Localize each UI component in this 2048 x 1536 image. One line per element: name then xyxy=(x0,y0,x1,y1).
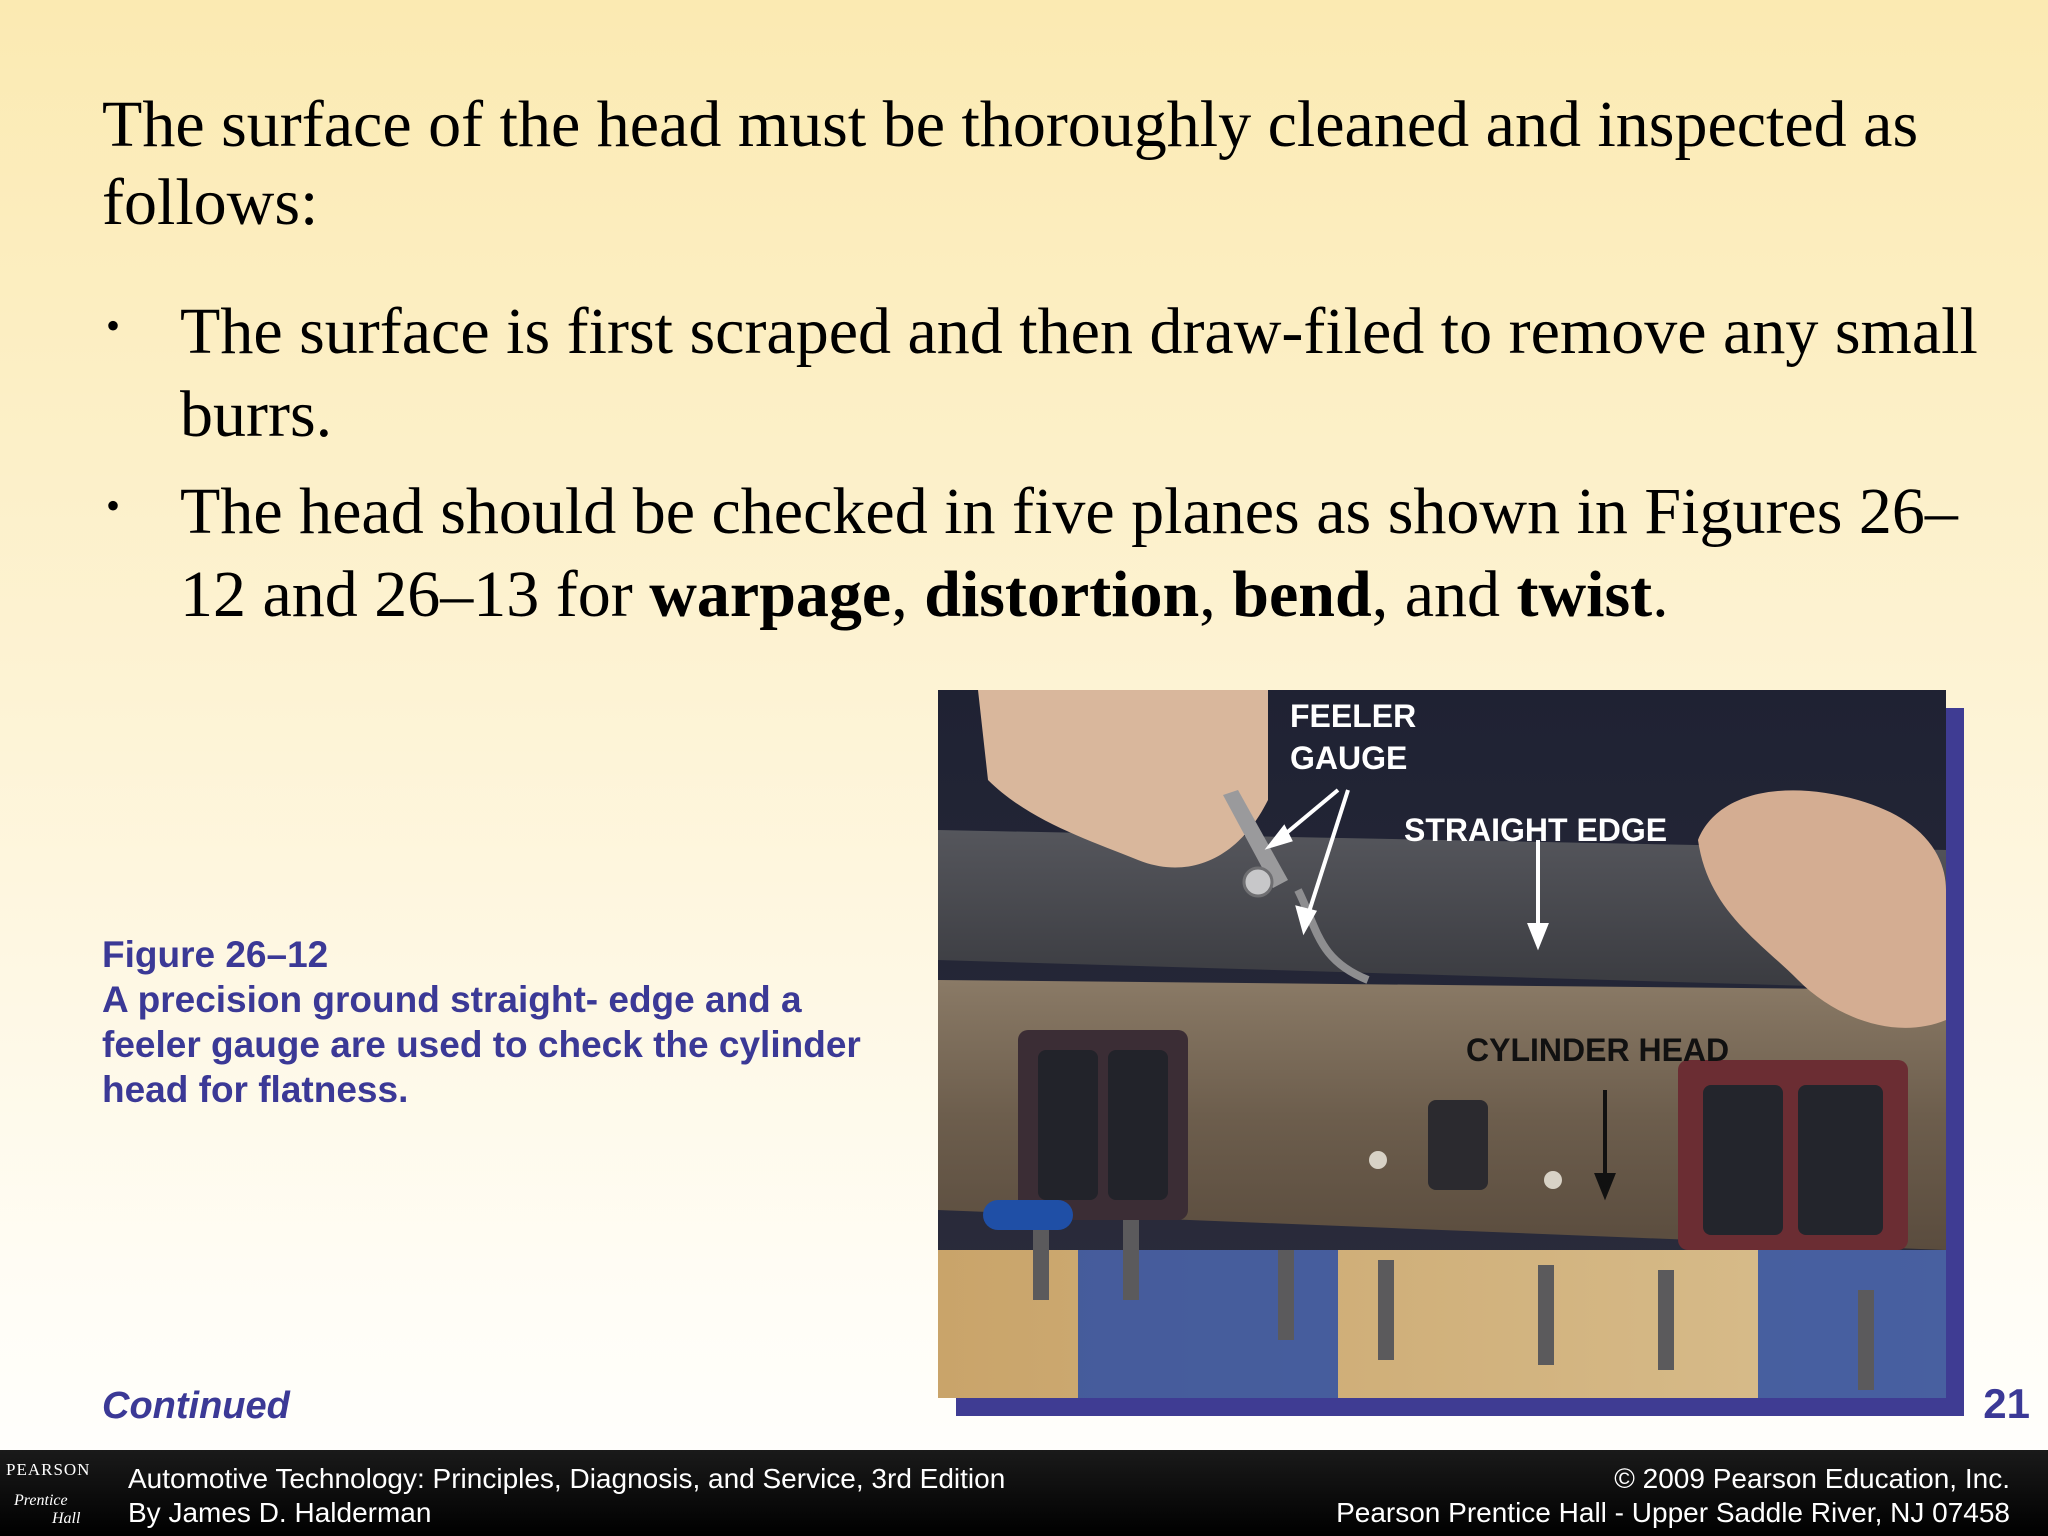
label-straight-edge: STRAIGHT EDGE xyxy=(1404,812,1668,848)
publisher-logo xyxy=(0,1458,100,1532)
logo-text: PEARSON xyxy=(6,1460,91,1479)
figure-photo xyxy=(938,690,1946,1398)
caption-text: A precision ground straight- edge and a feeler gauge are used to check the cylinder head for flatness. xyxy=(102,979,861,1110)
bullet-item xyxy=(102,470,1982,636)
label-cylinder-head: CYLINDER HEAD xyxy=(1466,1032,1730,1068)
figure-caption xyxy=(102,932,862,1112)
term-twist: twist xyxy=(1516,558,1653,631)
bullet-sep: , xyxy=(891,558,925,631)
photo-illustration xyxy=(938,690,1946,1398)
term-distortion: distortion xyxy=(924,558,1200,631)
bullet-sep: , and xyxy=(1371,558,1517,631)
footer-author: By James D. Halderman xyxy=(128,1497,432,1528)
caption-title: Figure 26–12 xyxy=(102,934,329,975)
bullet-text: The surface is first scraped and then draw-filed to remove any small burrs. xyxy=(180,295,1978,451)
footer-book-title: Automotive Technology: Principles, Diagnosis, and Service, 3rd Edition xyxy=(128,1463,1006,1494)
slide-number: 21 xyxy=(1983,1380,2030,1427)
footer-copyright-line: © 2009 Pearson Education, Inc. xyxy=(1614,1463,2010,1494)
bullet-dot: • xyxy=(106,483,121,528)
label-feeler: FEELER xyxy=(1290,698,1417,734)
term-warpage: warpage xyxy=(649,558,892,631)
intro-text: The surface of the head must be thoroughly cleaned and inspected as follows: xyxy=(102,88,1919,239)
continued-label: Continued xyxy=(102,1385,290,1427)
footer-copyright xyxy=(1336,1462,2010,1530)
logo-text: Prentice xyxy=(14,1492,68,1509)
bullet-text: The head should be checked in five planes as shown in Figures 26–12 and 26–13 for xyxy=(180,475,1958,631)
bullet-sep: , xyxy=(1199,558,1233,631)
footer-book-info xyxy=(128,1462,1005,1530)
bullet-end: . xyxy=(1652,558,1669,631)
footer-publisher-line: Pearson Prentice Hall - Upper Saddle River, NJ 07458 xyxy=(1336,1497,2010,1528)
footer-bar xyxy=(0,1450,2048,1536)
logo-text: Hall xyxy=(52,1510,81,1527)
bullet-item xyxy=(102,290,1982,456)
bullet-list xyxy=(102,290,1982,650)
label-gauge: GAUGE xyxy=(1290,740,1408,776)
bullet-dot: • xyxy=(106,303,121,348)
term-bend: bend xyxy=(1232,558,1372,631)
